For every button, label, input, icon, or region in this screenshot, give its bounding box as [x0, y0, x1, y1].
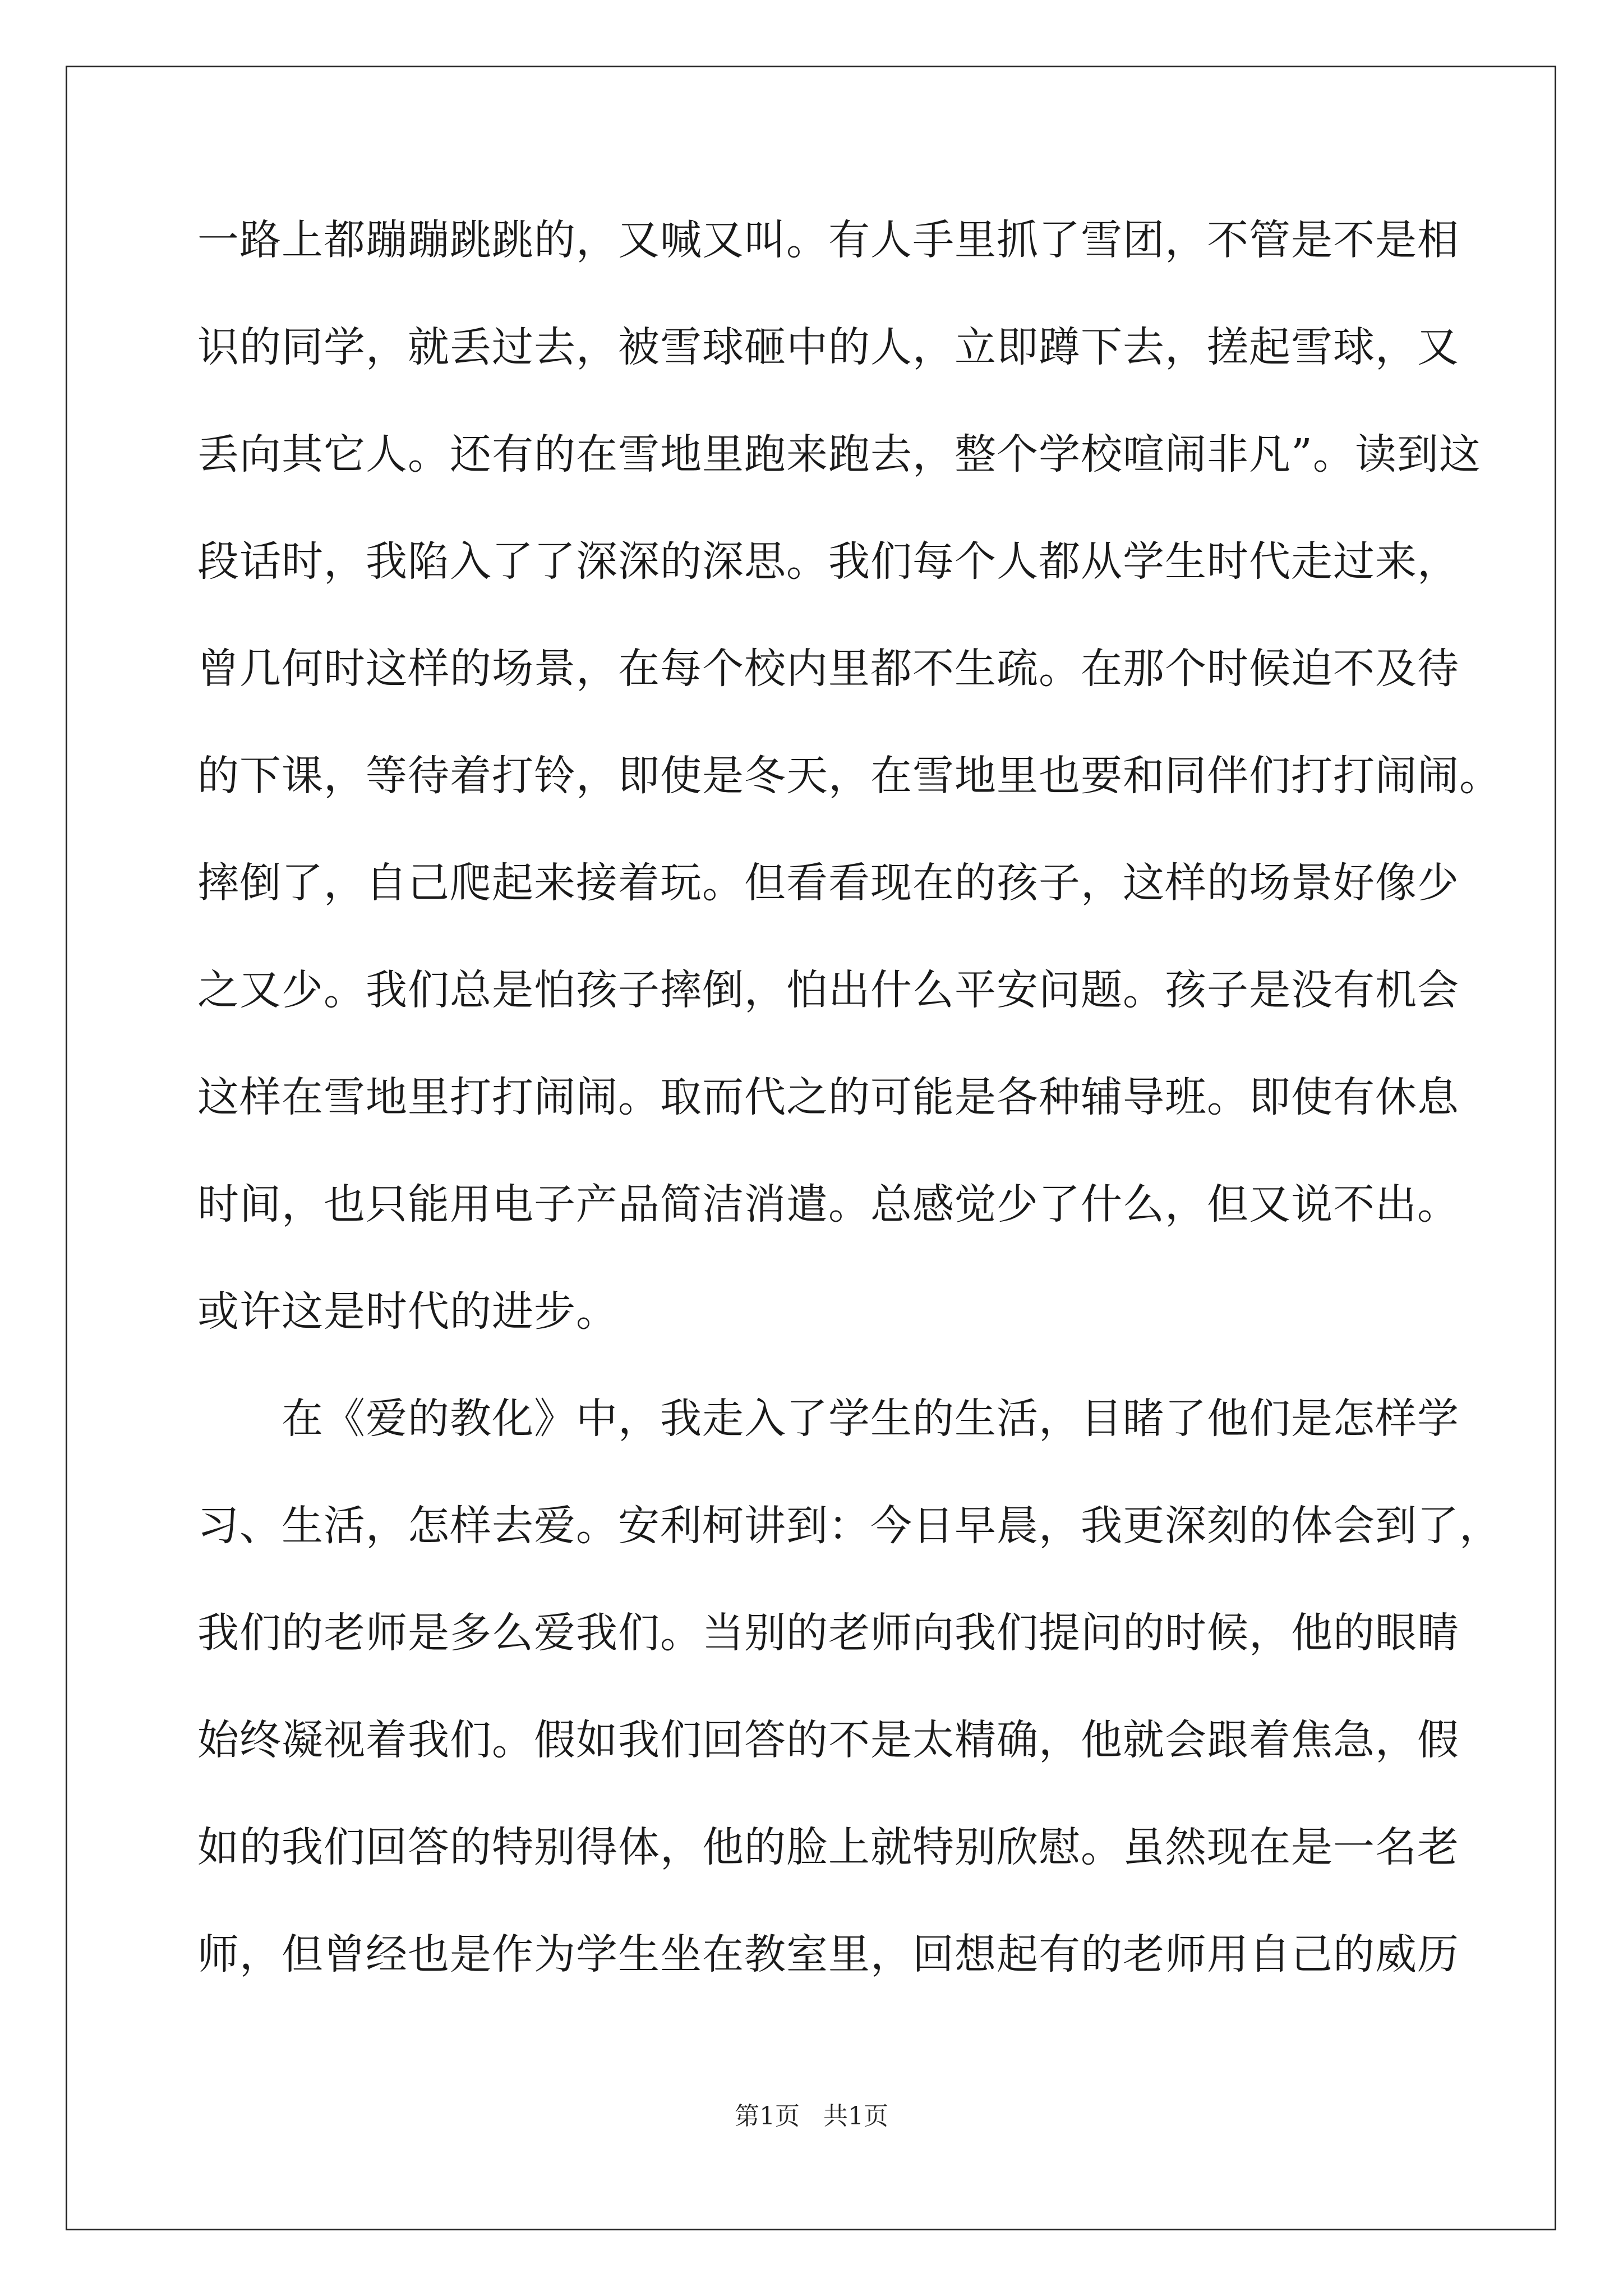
- text-line-6: 的下课，等待着打铃，即使是冬天，在雪地里也要和同伴们打打闹闹。: [197, 752, 1501, 800]
- text-line-11: 或许这是时代的进步。: [197, 1287, 618, 1336]
- text-line-2: 识的同学，就丢过去，被雪球砸中的人，立即蹲下去，搓起雪球，又: [197, 323, 1459, 371]
- text-line-10: 时间，也只能用电子产品简洁消遣。总感觉少了什么，但又说不出。: [197, 1180, 1459, 1228]
- body-text: [197, 212, 1501, 2033]
- text-line-1: 一路上都蹦蹦跳跳的，又喊又叫。有人手里抓了雪团，不管是不是相: [197, 216, 1459, 264]
- text-line-8: 之又少。我们总是怕孩子摔倒，怕出什么平安问题。孩子是没有机会: [197, 966, 1459, 1014]
- text-line-4: 段话时，我陷入了了深深的深思。我们每个人都从学生时代走过来，: [197, 537, 1459, 586]
- text-line-17: 师，但曾经也是作为学生坐在教室里，回想起有的老师用自己的威历: [197, 1930, 1459, 1978]
- text-line-12: 在《爱的教化》中，我走入了学生的生活，目睹了他们是怎样学: [197, 1395, 1459, 1443]
- text-line-16: 如的我们回答的特别得体，他的脸上就特别欣慰。虽然现在是一名老: [197, 1823, 1459, 1871]
- text-line-14: 我们的老师是多么爱我们。当别的老师向我们提问的时候，他的眼睛: [197, 1609, 1459, 1657]
- text-line-3: 丢向其它人。还有的在雪地里跑来跑去，整个学校喧闹非凡”。读到这: [197, 430, 1481, 478]
- text-line-15: 始终凝视着我们。假如我们回答的不是太精确，他就会跟着焦急，假: [197, 1716, 1459, 1764]
- text-line-5: 曾几何时这样的场景，在每个校内里都不生疏。在那个时候迫不及待: [197, 645, 1459, 693]
- text-line-13: 习、生活，怎样去爱。安利柯讲到：今日早晨，我更深刻的体会到了，: [197, 1502, 1501, 1550]
- text-line-7: 摔倒了，自己爬起来接着玩。但看看现在的孩子，这样的场景好像少: [197, 859, 1459, 907]
- page-number-footer: 第1页 共1页: [735, 2102, 888, 2131]
- text-line-9: 这样在雪地里打打闹闹。取而代之的可能是各种辅导班。即使有休息: [197, 1073, 1459, 1121]
